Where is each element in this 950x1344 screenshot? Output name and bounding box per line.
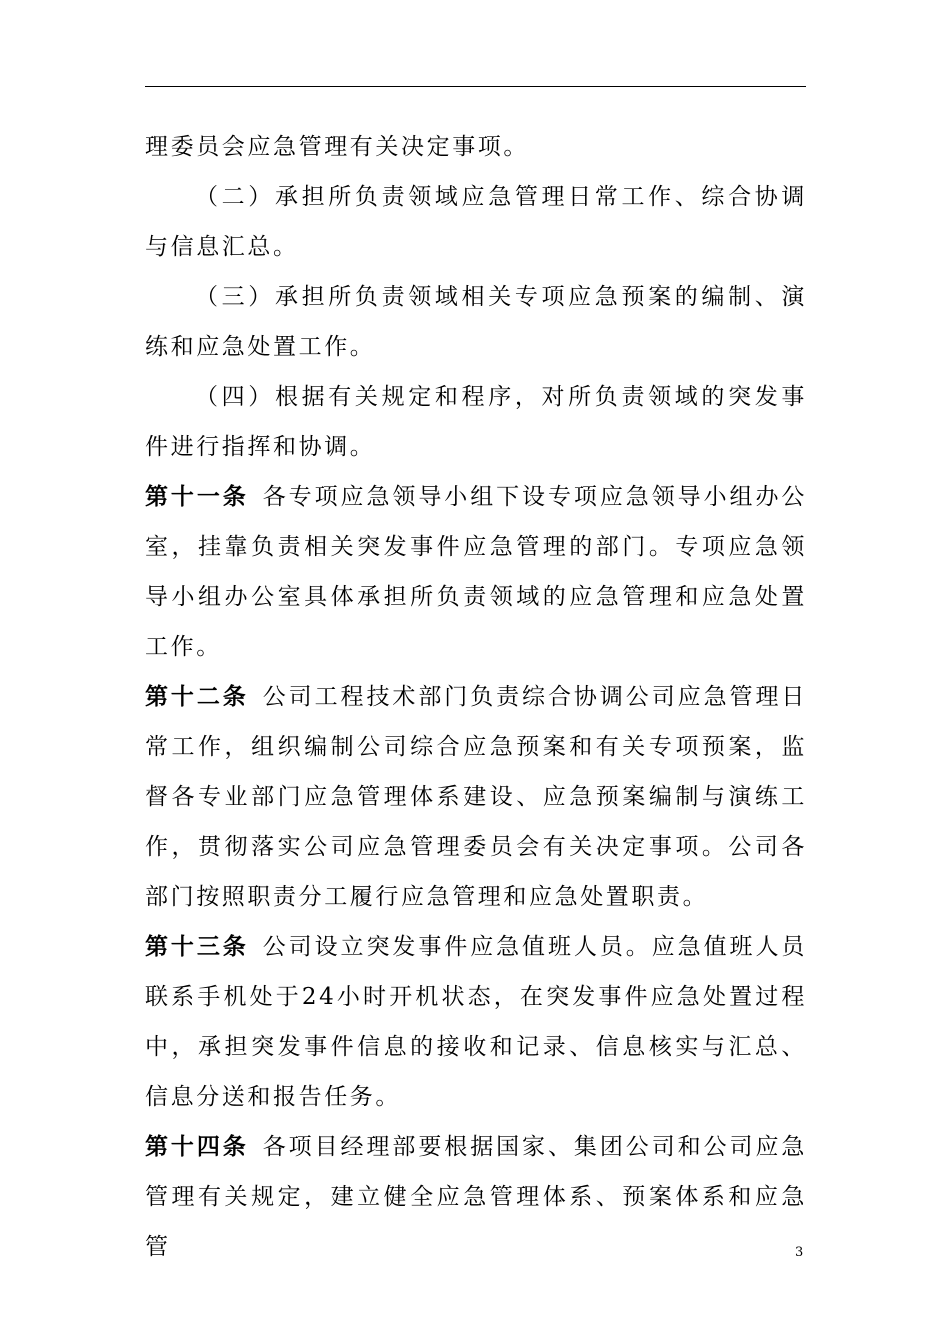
header-rule — [145, 86, 806, 87]
document-body — [145, 122, 807, 1272]
article-12 — [145, 672, 807, 922]
article-text: 各专项应急领导小组下设专项应急领导小组办公室，挂靠负责相关突发事件应急管理的部门。专项应急领导小组办公室具体承担所负责领域的应急管理和应急处置工作。 — [145, 484, 807, 660]
paragraph-text: 理委员会应急管理有关决定事项。 — [145, 134, 529, 160]
article-text: 公司设立突发事件应急值班人员。应急值班人员联系手机处于24小时开机状态，在突发事件应急处置过程中，承担突发事件信息的接收和记录、信息核实与汇总、信息分送和报告任务。 — [145, 934, 807, 1110]
article-label: 第十四条 — [145, 1133, 249, 1160]
article-11 — [145, 472, 807, 672]
paragraph-continuation — [145, 122, 807, 172]
article-13 — [145, 922, 807, 1122]
article-text: 各项目经理部要根据国家、集团公司和公司应急管理有关规定，建立健全应急管理体系、预案体系和应急管 — [145, 1134, 807, 1260]
article-label: 第十三条 — [145, 933, 249, 960]
paragraph-text: （三）承担所负责领域相关专项应急预案的编制、演练和应急处置工作。 — [145, 284, 807, 360]
article-text: 公司工程技术部门负责综合协调公司应急管理日常工作，组织编制公司综合应急预案和有关专项预案，监督各专业部门应急管理体系建设、应急预案编制与演练工作，贯彻落实公司应急管理委员会有关决定事项。公司各部门按照职责分工履行应急管理和应急处置职责。 — [145, 684, 807, 910]
paragraph-text: （四）根据有关规定和程序，对所负责领域的突发事件进行指挥和协调。 — [145, 384, 807, 460]
paragraph-text: （二）承担所负责领域应急管理日常工作、综合协调与信息汇总。 — [145, 184, 807, 260]
list-item-2 — [145, 172, 807, 272]
article-label: 第十一条 — [145, 483, 249, 510]
list-item-3 — [145, 272, 807, 372]
list-item-4 — [145, 372, 807, 472]
article-14 — [145, 1122, 807, 1272]
article-label: 第十二条 — [145, 683, 249, 710]
page-number: 3 — [795, 1245, 804, 1260]
